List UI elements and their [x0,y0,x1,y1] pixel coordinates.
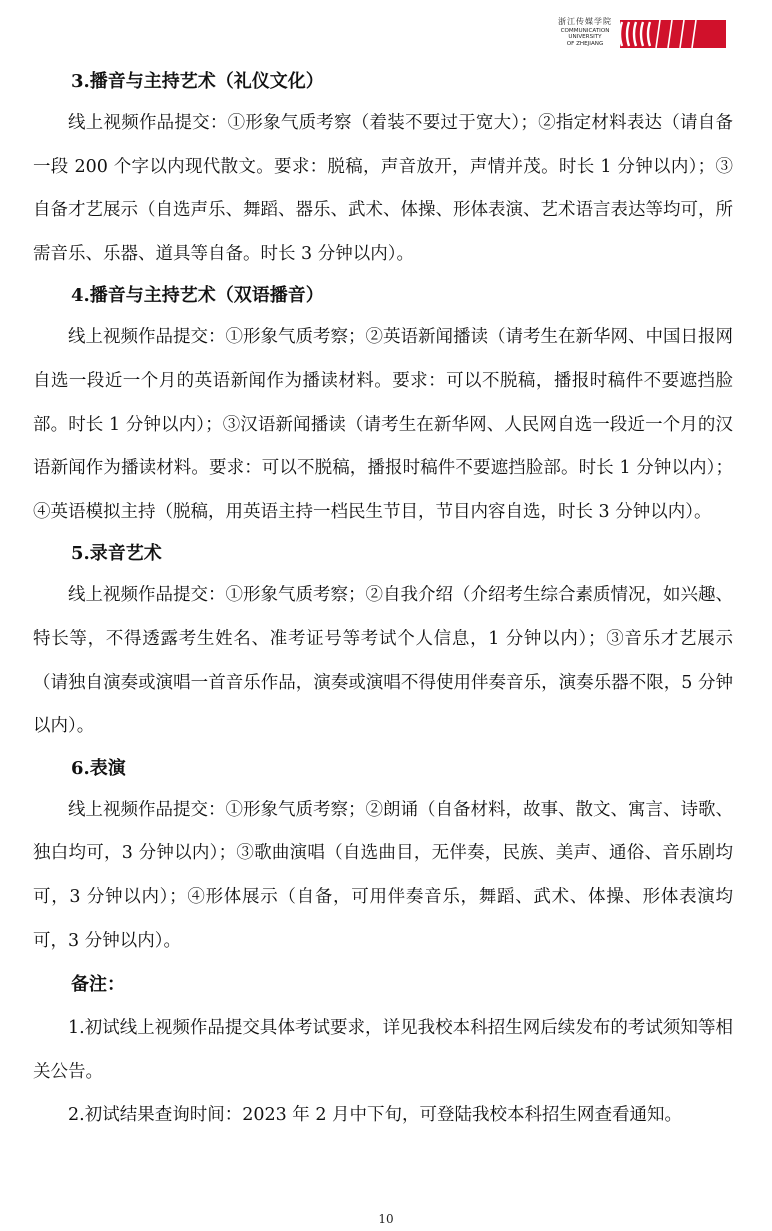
note-item: 2.初试结果查询时间：2023 年 2 月中下旬，可登陆我校本科招生网查看通知。 [68,1105,683,1126]
note-item: 1.初试线上视频作品提交具体考试要求，详见我校本科招生网后续发布的考试须知等相关公告。 [33,1018,733,1082]
university-logo [556,18,726,50]
section-heading: 4.播音与主持艺术（双语播音） [71,285,324,307]
logo-english-line: COMMUNICATION [560,28,610,34]
logo-english-line: OF ZHEJIANG [566,40,604,47]
section-heading: 3.播音与主持艺术（礼仪文化） [71,71,324,92]
logo-wordmark [556,18,614,47]
section-paragraph: 线上视频作品提交：①形象气质考察；②自我介绍（介绍考生综合素质情况，如兴趣、特长等，不得透露考生姓名、准考证号等考试个人信息，1 分钟以内）；③音乐才艺展示（请独自演奏或演唱一首音乐作品，演奏或演唱不得使用伴奏音乐，演奏乐器不限，5 分钟以内）。 [33,585,733,737]
document-body [33,62,733,1138]
page-number: 10 [378,1212,394,1226]
section-paragraph: 线上视频作品提交：①形象气质考察；②英语新闻播读（请考生在新华网、中国日报网自选一段近一个月的英语新闻作为播读材料。要求：可以不脱稿，播报时稿件不要遮挡脸部。时长 1 分钟以内）；③汉语新闻播读（请考生在新华网、人民网自选一段近一个月的汉语新闻作为播读材料。要求：可以不脱稿，播报时稿件不要遮挡脸部。时长 1 分钟以内）；④英语模拟主持（脱稿，用英语主持一档民生节目，节目内容自选，时长 3 分钟以内）。 [33,327,733,522]
section-paragraph: 线上视频作品提交：①形象气质考察（着装不要过于宽大）；②指定材料表达（请自备一段 200 个字以内现代散文。要求：脱稿，声音放开，声情并茂。时长 1 分钟以内）；③自备才艺展示（自选声乐、舞蹈、器乐、武术、体操、形体表演、艺术语言表达等均可，所需音乐、乐器、道具等自备。时长 3 分钟以内）。 [33,113,733,264]
logo-emblem-icon [616,18,726,50]
logo-chinese-name: 浙江传媒学院 [558,17,612,26]
section-heading: 5.录音艺术 [71,543,162,565]
section-paragraph: 线上视频作品提交：①形象气质考察；②朗诵（自备材料，故事、散文、寓言、诗歌、独白均可，3 分钟以内）；③歌曲演唱（自选曲目，无伴奏，民族、美声、通俗、音乐剧均可，3 分钟以内）；④形体展示（自备，可用伴奏音乐，舞蹈、武术、体操、形体表演均可，3 分钟以内）。 [33,799,733,951]
section-heading: 6.表演 [71,757,126,779]
notes-label: 备注： [71,974,125,996]
logo-english-line: UNIVERSITY [568,34,602,41]
